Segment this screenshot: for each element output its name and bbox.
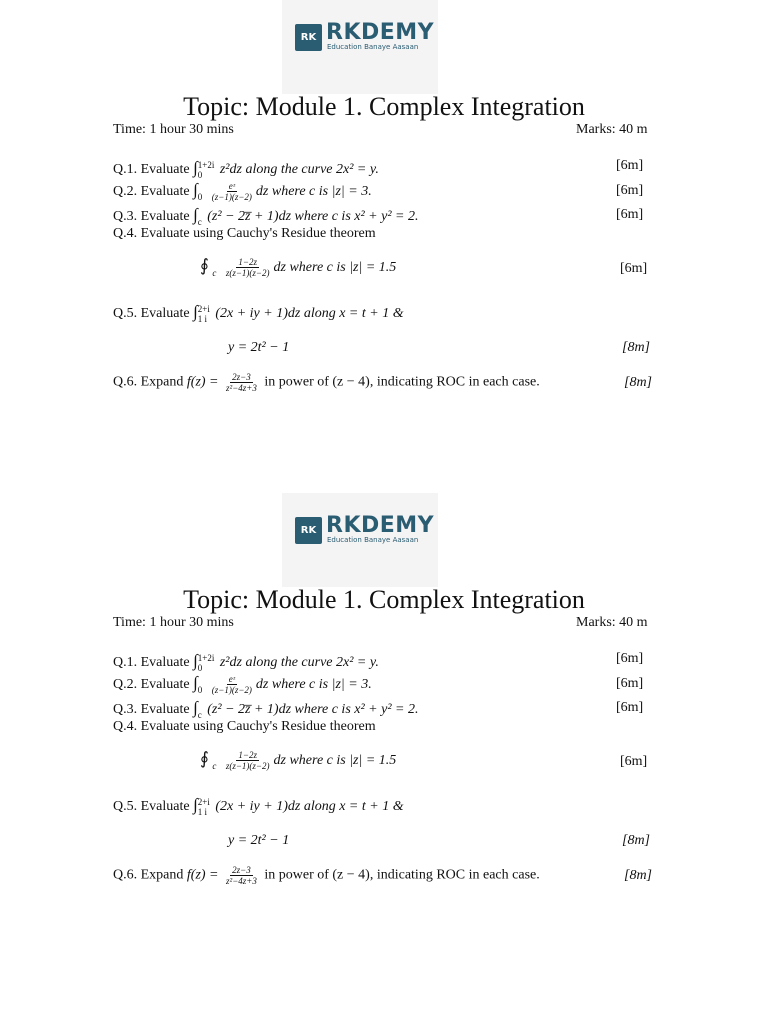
question-1-marks: [6m] bbox=[616, 651, 644, 666]
question-4: Q.4. Evaluate using Cauchy's Residue theorem bbox=[113, 226, 376, 241]
logo-mark-icon: RK bbox=[295, 517, 322, 544]
logo-name: RKDEMY bbox=[326, 513, 435, 538]
question-1: Q.1. Evaluate ∫ 1+2i 0 z²dz along the curve 2x² = y. bbox=[113, 158, 379, 180]
time-label: Time: 1 hour 30 mins bbox=[113, 615, 234, 630]
page-title: Topic: Module 1. Complex Integration bbox=[183, 92, 585, 121]
question-paper-1 bbox=[0, 0, 768, 480]
question-6-marks: [8m] bbox=[624, 375, 653, 390]
question-3-marks: [6m] bbox=[616, 700, 644, 715]
question-3-marks: [6m] bbox=[616, 207, 644, 222]
question-5-line2: y = 2t² − 1 bbox=[228, 340, 290, 355]
question-6: Q.6. Expand f(z) = $\frac{2z-3}{\text{z²−4z+3}}$ in power of (z − 4), indicating ROC in each case. bbox=[113, 865, 540, 886]
logo-mark-icon: RK bbox=[295, 24, 322, 51]
logo-tagline: Education Banaye Aasaan bbox=[327, 536, 419, 544]
question-paper-2 bbox=[0, 493, 768, 973]
logo bbox=[282, 0, 438, 94]
question-4-marks: [6m] bbox=[620, 261, 648, 276]
question-3: Q.3. Evaluate ∫ c (z² − 2z̅ + 1)dz where c is x² + y² = 2. bbox=[113, 698, 419, 720]
logo-name: RKDEMY bbox=[326, 20, 435, 45]
question-5-marks: [8m] bbox=[622, 833, 651, 848]
time-label: Time: 1 hour 30 mins bbox=[113, 122, 234, 137]
logo bbox=[282, 493, 438, 587]
question-5: Q.5. Evaluate ∫ 2+i 1 i (2x + iy + 1)dz along x = t + 1 & bbox=[113, 795, 404, 817]
question-4: Q.4. Evaluate using Cauchy's Residue theorem bbox=[113, 719, 376, 734]
question-2: Q.2. Evaluate ∫ 0 $\frac{\text{eᶻ}}{(z-1)(z-2)}$ dz where c is |z| = 3. bbox=[113, 673, 372, 696]
question-5: Q.5. Evaluate ∫ 2+i 1 i (2x + iy + 1)dz along x = t + 1 & bbox=[113, 302, 404, 324]
question-2-marks: [6m] bbox=[616, 676, 644, 691]
question-4-integral: ∮ c $\frac{1-2z}{z(z-1)(z-2)}$ dz where c is |z| = 1.5 bbox=[200, 256, 397, 279]
question-2-marks: [6m] bbox=[616, 183, 644, 198]
question-6-marks: [8m] bbox=[624, 868, 653, 883]
logo-tagline: Education Banaye Aasaan bbox=[327, 43, 419, 51]
total-marks-label: Marks: 40 m bbox=[576, 615, 648, 630]
total-marks-label: Marks: 40 m bbox=[576, 122, 648, 137]
question-3: Q.3. Evaluate ∫ c (z² − 2z̅ + 1)dz where c is x² + y² = 2. bbox=[113, 205, 419, 227]
question-4-marks: [6m] bbox=[620, 754, 648, 769]
question-1-marks: [6m] bbox=[616, 158, 644, 173]
question-5-marks: [8m] bbox=[622, 340, 651, 355]
question-4-integral: ∮ c $\frac{1-2z}{z(z-1)(z-2)}$ dz where c is |z| = 1.5 bbox=[200, 749, 397, 772]
question-2: Q.2. Evaluate ∫ 0 $\frac{\text{eᶻ}}{(z-1)(z-2)}$ dz where c is |z| = 3. bbox=[113, 180, 372, 203]
question-5-line2: y = 2t² − 1 bbox=[228, 833, 290, 848]
question-1: Q.1. Evaluate ∫ 1+2i 0 z²dz along the curve 2x² = y. bbox=[113, 651, 379, 673]
question-6: Q.6. Expand f(z) = $\frac{2z-3}{\text{z²−4z+3}}$ in power of (z − 4), indicating ROC in each case. bbox=[113, 372, 540, 393]
page-title: Topic: Module 1. Complex Integration bbox=[183, 585, 585, 614]
